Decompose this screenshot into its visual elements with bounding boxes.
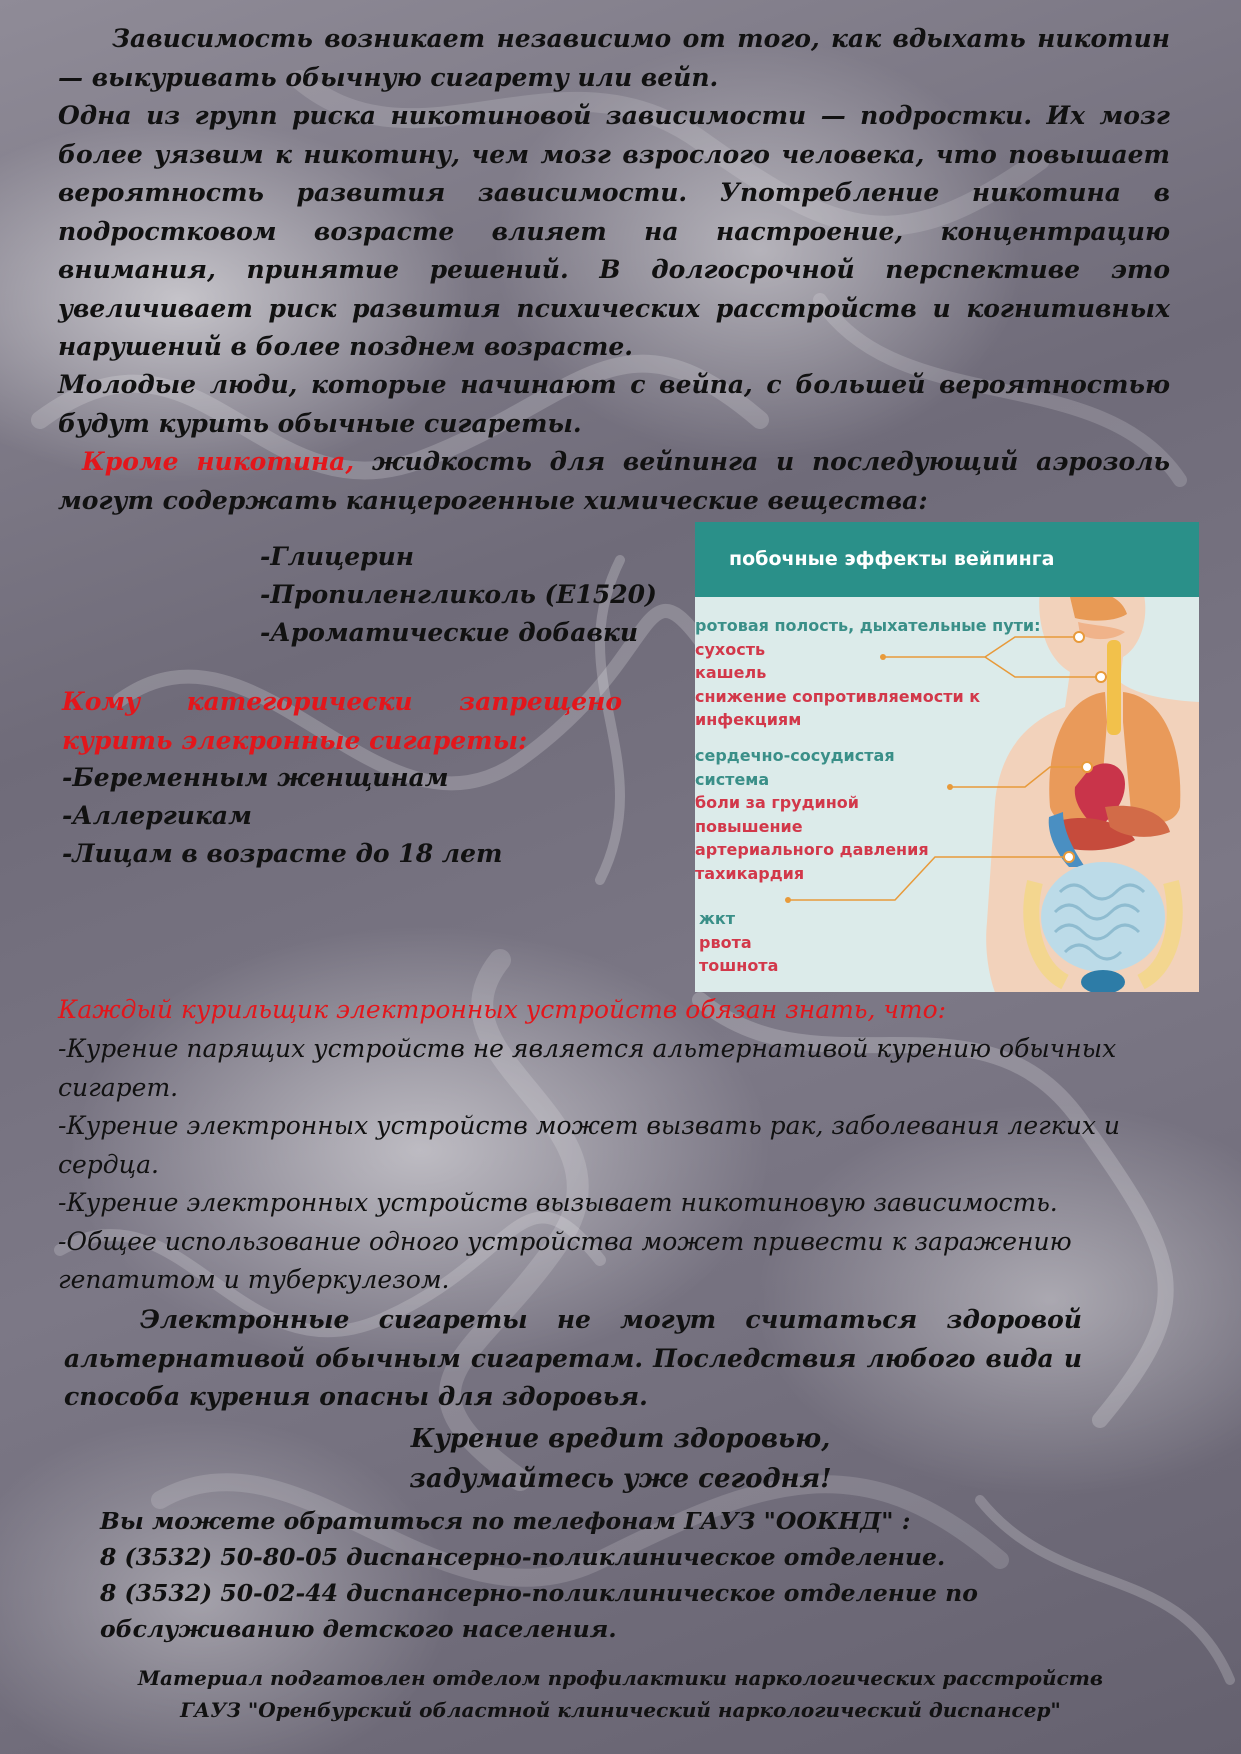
contacts: [100, 1503, 1200, 1647]
intro-paragraph: Зависимость возникает независимо от того, как вдыхать никотин — выкуривать обычную сигарету или вейп.: [58, 24, 1170, 92]
respiratory-effect: кашель: [695, 663, 767, 682]
slogan: [0, 1419, 1241, 1499]
carcinogen-text: жидкость для вейпинга и последующий аэрозоль могут содержать канцерогенные химические вещества:: [58, 447, 1170, 515]
know-item: -Курение электронных устройств вызывает никотиновую зависимость.: [58, 1188, 1058, 1217]
forbidden-item: -Лицам в возрасте до 18 лет: [62, 839, 503, 868]
gi-effect: рвота: [699, 932, 752, 952]
contact-line: 8 (3532) 50-02-44 диспансерно-поликлиническое отделение по обслуживанию детского населения.: [100, 1579, 978, 1643]
know-item: -Общее использование одного устройства может привести к заражению гепатитом и туберкулезом.: [58, 1226, 1072, 1294]
infographic-title: побочные эффекты вейпинга: [729, 548, 1055, 570]
contact-intro: Вы можете обратиться по телефонам ГАУЗ "ООКНД" :: [100, 1507, 911, 1535]
gi-heading: жкт: [699, 909, 736, 928]
contact-line: 8 (3532) 50-80-05 диспансерно-поликлиническое отделение.: [100, 1543, 946, 1571]
cardio-effect: артериального давления: [695, 840, 929, 859]
know-list: [58, 1030, 1138, 1300]
cardio-heading: система: [695, 769, 770, 789]
cardio-effect: боли за грудиной: [695, 793, 859, 812]
chemical-item: -Ароматические добавки: [260, 618, 639, 647]
cardio-effect: повышение: [695, 816, 803, 836]
gi-effect: тошнота: [699, 956, 779, 975]
forbidden-item: -Аллергикам: [62, 801, 252, 830]
respiratory-section: [695, 614, 1041, 732]
teen-risk-paragraph: Одна из групп риска никотиновой зависимости — подростки. Их мозг более уязвим к никотину, чем мозг взрослого человека, что повышает вероятность развития зависимости. Употребление никотина в подростковом возрасте влияет на настроение, концентрацию внимания, принятие решений. В долгосрочной перспективе это увеличивает риск развития психических расстройств и когнитивных нарушений в более позднем возрасте.: [58, 101, 1170, 361]
forbidden-item: -Беременным женщинам: [62, 763, 449, 792]
chemical-item: -Пропиленгликоль (Е1520): [260, 580, 657, 609]
gi-section: [699, 907, 778, 978]
respiratory-effect: сухость: [695, 639, 766, 659]
conclusion-paragraph: Электронные сигареты не могут считаться здоровой альтернативой обычным сигаретам. Последствия любого вида и способа курения опасны для здоровья.: [64, 1305, 1082, 1411]
cardio-section: [695, 744, 929, 885]
know-item: -Курение парящих устройств не является альтернативой курению обычных сигарет.: [58, 1034, 1117, 1102]
cardio-heading: сердечно-сосудистая: [695, 746, 895, 765]
forbidden-title: Кому категорически запрещено курить элекронные сигареты:: [62, 687, 622, 755]
forbidden-list: [62, 759, 502, 873]
vaping-side-effects-infographic: [695, 522, 1199, 992]
footer-line: Материал подгатовлен отделом профилактики наркологических расстройств: [137, 1666, 1104, 1690]
chemical-list: [260, 538, 657, 652]
footer: [0, 1662, 1241, 1726]
slogan-line: задумайтесь уже сегодня!: [409, 1464, 832, 1494]
chemical-item: -Глицерин: [260, 542, 414, 571]
footer-line: ГАУЗ "Оренбурский областной клинический наркологический диспансер": [180, 1698, 1061, 1722]
carcinogen-paragraph: [58, 443, 1170, 520]
know-item: -Курение электронных устройств может вызвать рак, заболевания легких и сердца.: [58, 1111, 1120, 1179]
cardio-effect: тахикардия: [695, 863, 805, 883]
nicotine-highlight: Кроме никотина,: [82, 447, 355, 476]
respiratory-effect: инфекциям: [695, 710, 802, 729]
know-title: Каждый курильщик электронных устройств обязан знать, что:: [58, 995, 947, 1024]
slogan-line: Курение вредит здоровью,: [410, 1424, 831, 1454]
respiratory-heading: ротовая полость, дыхательные пути:: [695, 616, 1041, 635]
respiratory-effect: снижение сопротивляемости к: [695, 686, 981, 706]
youth-paragraph: Молодые люди, которые начинают с вейпа, с большей вероятностью будут курить обычные сигареты.: [58, 370, 1170, 438]
